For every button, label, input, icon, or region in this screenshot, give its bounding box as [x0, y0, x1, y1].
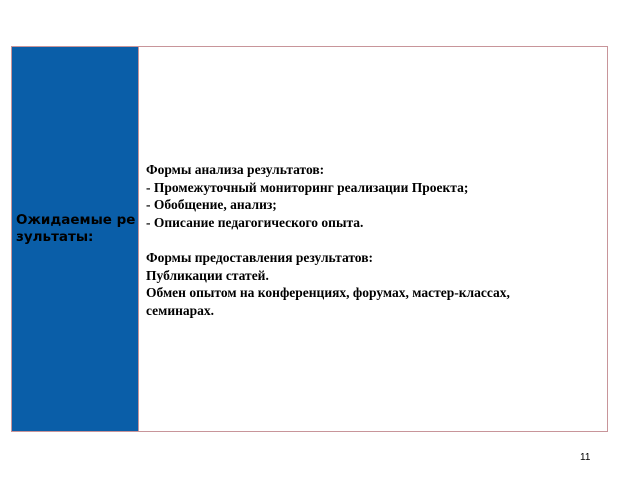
analysis-heading: Формы анализа результатов: — [146, 162, 325, 177]
presentation-line: семинарах. — [146, 302, 215, 318]
presentation-line: Публикации статей. — [146, 267, 269, 283]
results-table — [11, 46, 608, 432]
spacer — [146, 231, 596, 249]
results-label-cell — [12, 47, 139, 431]
page-number: 11 — [580, 452, 591, 463]
expected-results-label: Ожидаемые результаты: — [16, 212, 136, 245]
analysis-item: - Обобщение, анализ; — [146, 197, 277, 213]
analysis-item: - Описание педагогического опыта. — [146, 214, 364, 230]
presentation-heading: Формы предоставления результатов: — [146, 249, 373, 265]
results-content — [146, 161, 596, 319]
presentation-line: Обмен опытом на конференциях, форумах, мастер-классах, — [146, 285, 510, 301]
analysis-item: - Промежуточный мониторинг реализации Проекта; — [146, 179, 469, 195]
results-content-cell — [139, 47, 607, 431]
